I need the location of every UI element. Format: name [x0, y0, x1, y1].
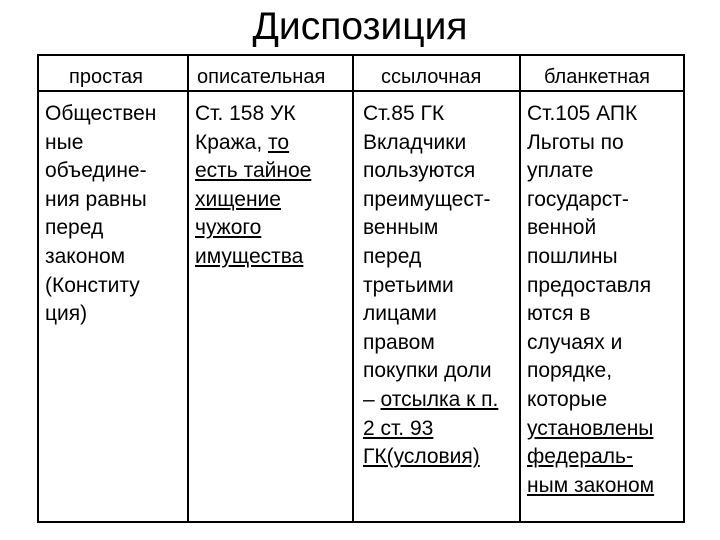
cell-line: [363, 129, 498, 158]
cell-line: [527, 472, 654, 501]
cell-line: [527, 415, 654, 444]
disposition-table: [37, 54, 685, 523]
cell-text: правом: [363, 330, 435, 354]
column-divider: [519, 56, 521, 521]
cell-line: [363, 443, 498, 472]
cell-text: порядке,: [527, 359, 613, 383]
cell-text: Вкладчики: [363, 130, 467, 154]
cell-line: [363, 300, 498, 329]
cell-text: –: [363, 387, 381, 411]
cell-text: лицами: [363, 302, 437, 326]
header-descriptive: описательная: [197, 66, 326, 88]
cell-line: [527, 357, 654, 386]
cell-text: венной: [527, 216, 597, 240]
cell-text: установлены: [527, 416, 654, 440]
cell-text: уплате: [527, 159, 594, 183]
cell-line: [45, 300, 156, 329]
cell-text: преимущест-: [363, 187, 491, 211]
cell-text-underlined: то: [268, 130, 290, 154]
cell-line: [363, 186, 498, 215]
cell-line: [527, 214, 654, 243]
cell-line: [527, 329, 654, 358]
cell-line: [527, 243, 654, 272]
cell-line: [363, 100, 498, 129]
cell-line: [363, 157, 498, 186]
cell-text: законом: [45, 244, 126, 268]
cell-line: [527, 300, 654, 329]
cell-text: федераль-: [527, 445, 633, 469]
cell-text: третьими: [363, 273, 454, 297]
cell-text: государст-: [527, 187, 629, 211]
column-descriptive: [195, 100, 311, 272]
cell-text: венным: [363, 216, 439, 240]
cell-text: ция): [45, 302, 88, 326]
cell-line: [363, 329, 498, 358]
cell-line: [195, 100, 311, 129]
cell-text: Льготы по: [527, 130, 624, 154]
header-divider: [39, 90, 683, 92]
cell-text: которые: [527, 387, 608, 411]
cell-text: (Конститу: [45, 273, 140, 297]
cell-text: ния равны: [45, 187, 147, 211]
cell-text: имущества: [195, 244, 304, 268]
cell-line: [45, 129, 156, 158]
cell-line: [45, 243, 156, 272]
cell-text: перед: [45, 216, 104, 240]
cell-text: ГК(условия): [363, 445, 480, 469]
cell-text: 2 ст. 93: [363, 416, 434, 440]
header-blanket: бланкетная: [544, 66, 650, 88]
cell-line: [363, 386, 498, 415]
cell-line: [363, 357, 498, 386]
cell-line: [195, 186, 311, 215]
cell-text: перед: [363, 244, 422, 268]
header-reference: ссылочная: [381, 66, 482, 88]
cell-text: объедине-: [45, 159, 147, 183]
cell-text: Обществен: [45, 102, 157, 125]
cell-text: Ст.85 ГК: [363, 102, 445, 125]
cell-line: [363, 214, 498, 243]
column-divider: [352, 56, 354, 521]
cell-text: хищение: [195, 187, 281, 211]
cell-line: [195, 243, 311, 272]
cell-line: [527, 100, 654, 129]
cell-text: ются в: [527, 302, 591, 326]
column-reference: [363, 100, 498, 472]
cell-text: Ст. 158 УК: [195, 102, 296, 125]
cell-line: [527, 272, 654, 301]
cell-line: [45, 157, 156, 186]
cell-line: [363, 272, 498, 301]
cell-text: есть тайное: [195, 159, 312, 183]
cell-text: покупки доли: [363, 359, 492, 383]
column-blanket: [527, 100, 654, 500]
cell-line: [45, 100, 156, 129]
cell-line: [363, 415, 498, 444]
cell-text: ным законом: [527, 473, 655, 497]
cell-line: [363, 243, 498, 272]
cell-text: ные: [45, 130, 84, 154]
cell-line: [527, 443, 654, 472]
cell-line: [195, 157, 311, 186]
cell-text: Кража,: [195, 130, 268, 154]
cell-line: [527, 157, 654, 186]
cell-text: пользуются: [363, 159, 476, 183]
column-divider: [187, 56, 189, 521]
cell-text: пошлины: [527, 244, 618, 268]
cell-text-underlined: отсылка к п.: [380, 387, 499, 411]
cell-text: Ст.105 АПК: [527, 102, 638, 125]
cell-line: [45, 272, 156, 301]
cell-line: [45, 214, 156, 243]
page-title: Диспозиция: [252, 5, 468, 48]
cell-line: [527, 129, 654, 158]
cell-text: чужого: [195, 216, 262, 240]
cell-line: [195, 214, 311, 243]
column-simple: [45, 100, 156, 329]
cell-line: [195, 129, 311, 158]
cell-text: предоставля: [527, 273, 652, 297]
cell-text: случаях и: [527, 330, 623, 354]
cell-line: [527, 386, 654, 415]
cell-line: [45, 186, 156, 215]
header-simple: простая: [69, 66, 143, 88]
cell-line: [527, 186, 654, 215]
